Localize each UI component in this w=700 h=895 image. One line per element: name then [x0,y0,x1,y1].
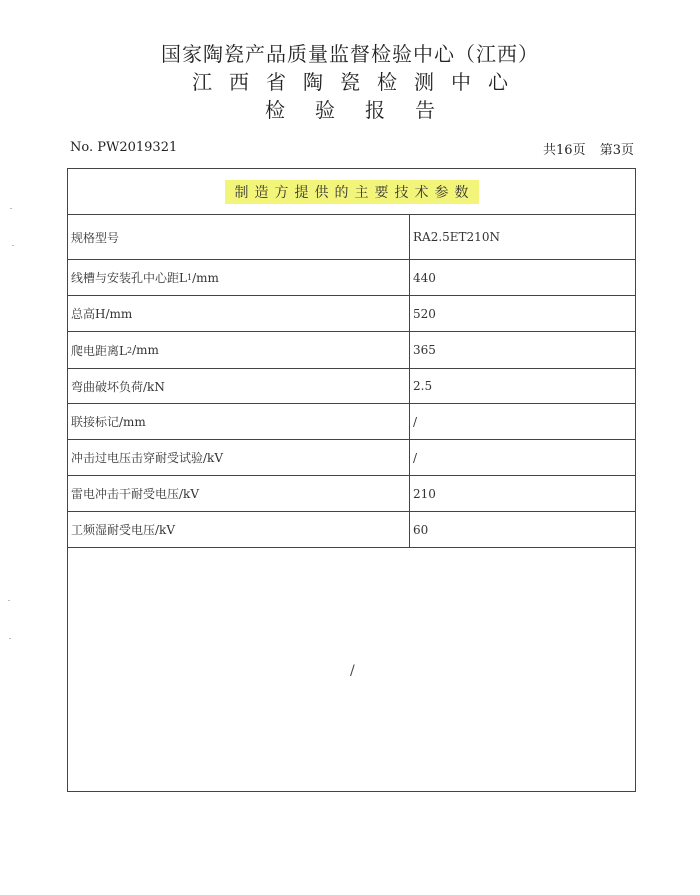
label-text: 爬电距离L [71,343,127,358]
parameter-value: 60 [413,522,429,537]
blank-area-slash: / [350,663,355,679]
scan-speck [8,600,10,601]
table-section-header [68,169,635,215]
parameter-value: 365 [413,343,436,357]
label-subscript: 1 [186,273,193,282]
report-header [0,40,700,124]
table-row [68,369,635,404]
parameter-value: RA2.5ET210N [413,230,500,244]
parameter-value: 2.5 [413,379,433,393]
scan-speck [10,208,12,209]
parameter-value: 210 [413,486,436,501]
testing-center-title: 江西省陶瓷检测中心 [192,70,525,94]
report-number: No. PW2019321 [70,140,178,155]
table-row [68,332,635,369]
parameter-label: 总高H/mm [68,296,410,331]
table-row [68,440,635,476]
parameter-label: 工频湿耐受电压/kV [68,512,410,547]
total-pages: 共16页 [543,143,586,158]
parameter-label [68,332,410,368]
parameter-value: 520 [413,306,436,321]
scan-speck [9,638,11,639]
section-title: 制造方提供的主要技术参数 [225,180,479,204]
parameter-value: 440 [413,270,436,285]
label-unit: /mm [192,270,219,285]
parameter-value: / [413,450,418,465]
report-title: 检验报告 [265,98,465,122]
parameter-label [68,260,410,295]
table-row [68,404,635,440]
page-indicator [543,139,634,158]
parameter-label: 规格型号 [68,215,410,259]
table-row [68,512,635,548]
parameter-label: 联接标记/mm [68,404,410,439]
parameter-label: 冲击过电压击穿耐受试验/kV [68,440,410,475]
scan-speck [12,245,14,246]
institution-title: 国家陶瓷产品质量监督检验中心（江西） [161,42,539,66]
label-subscript: 2 [126,345,133,355]
parameters-table [67,168,636,792]
table-row [68,476,635,512]
table-row [68,215,635,260]
table-row [68,260,635,296]
parameter-value: / [413,414,418,429]
parameter-label: 弯曲破坏负荷/kN [68,369,410,403]
current-page: 第3页 [599,143,634,158]
table-row [68,296,635,332]
label-text: 线槽与安装孔中心距L [71,271,187,285]
parameter-label: 雷电冲击干耐受电压/kV [68,476,410,511]
label-unit: /mm [132,343,159,357]
